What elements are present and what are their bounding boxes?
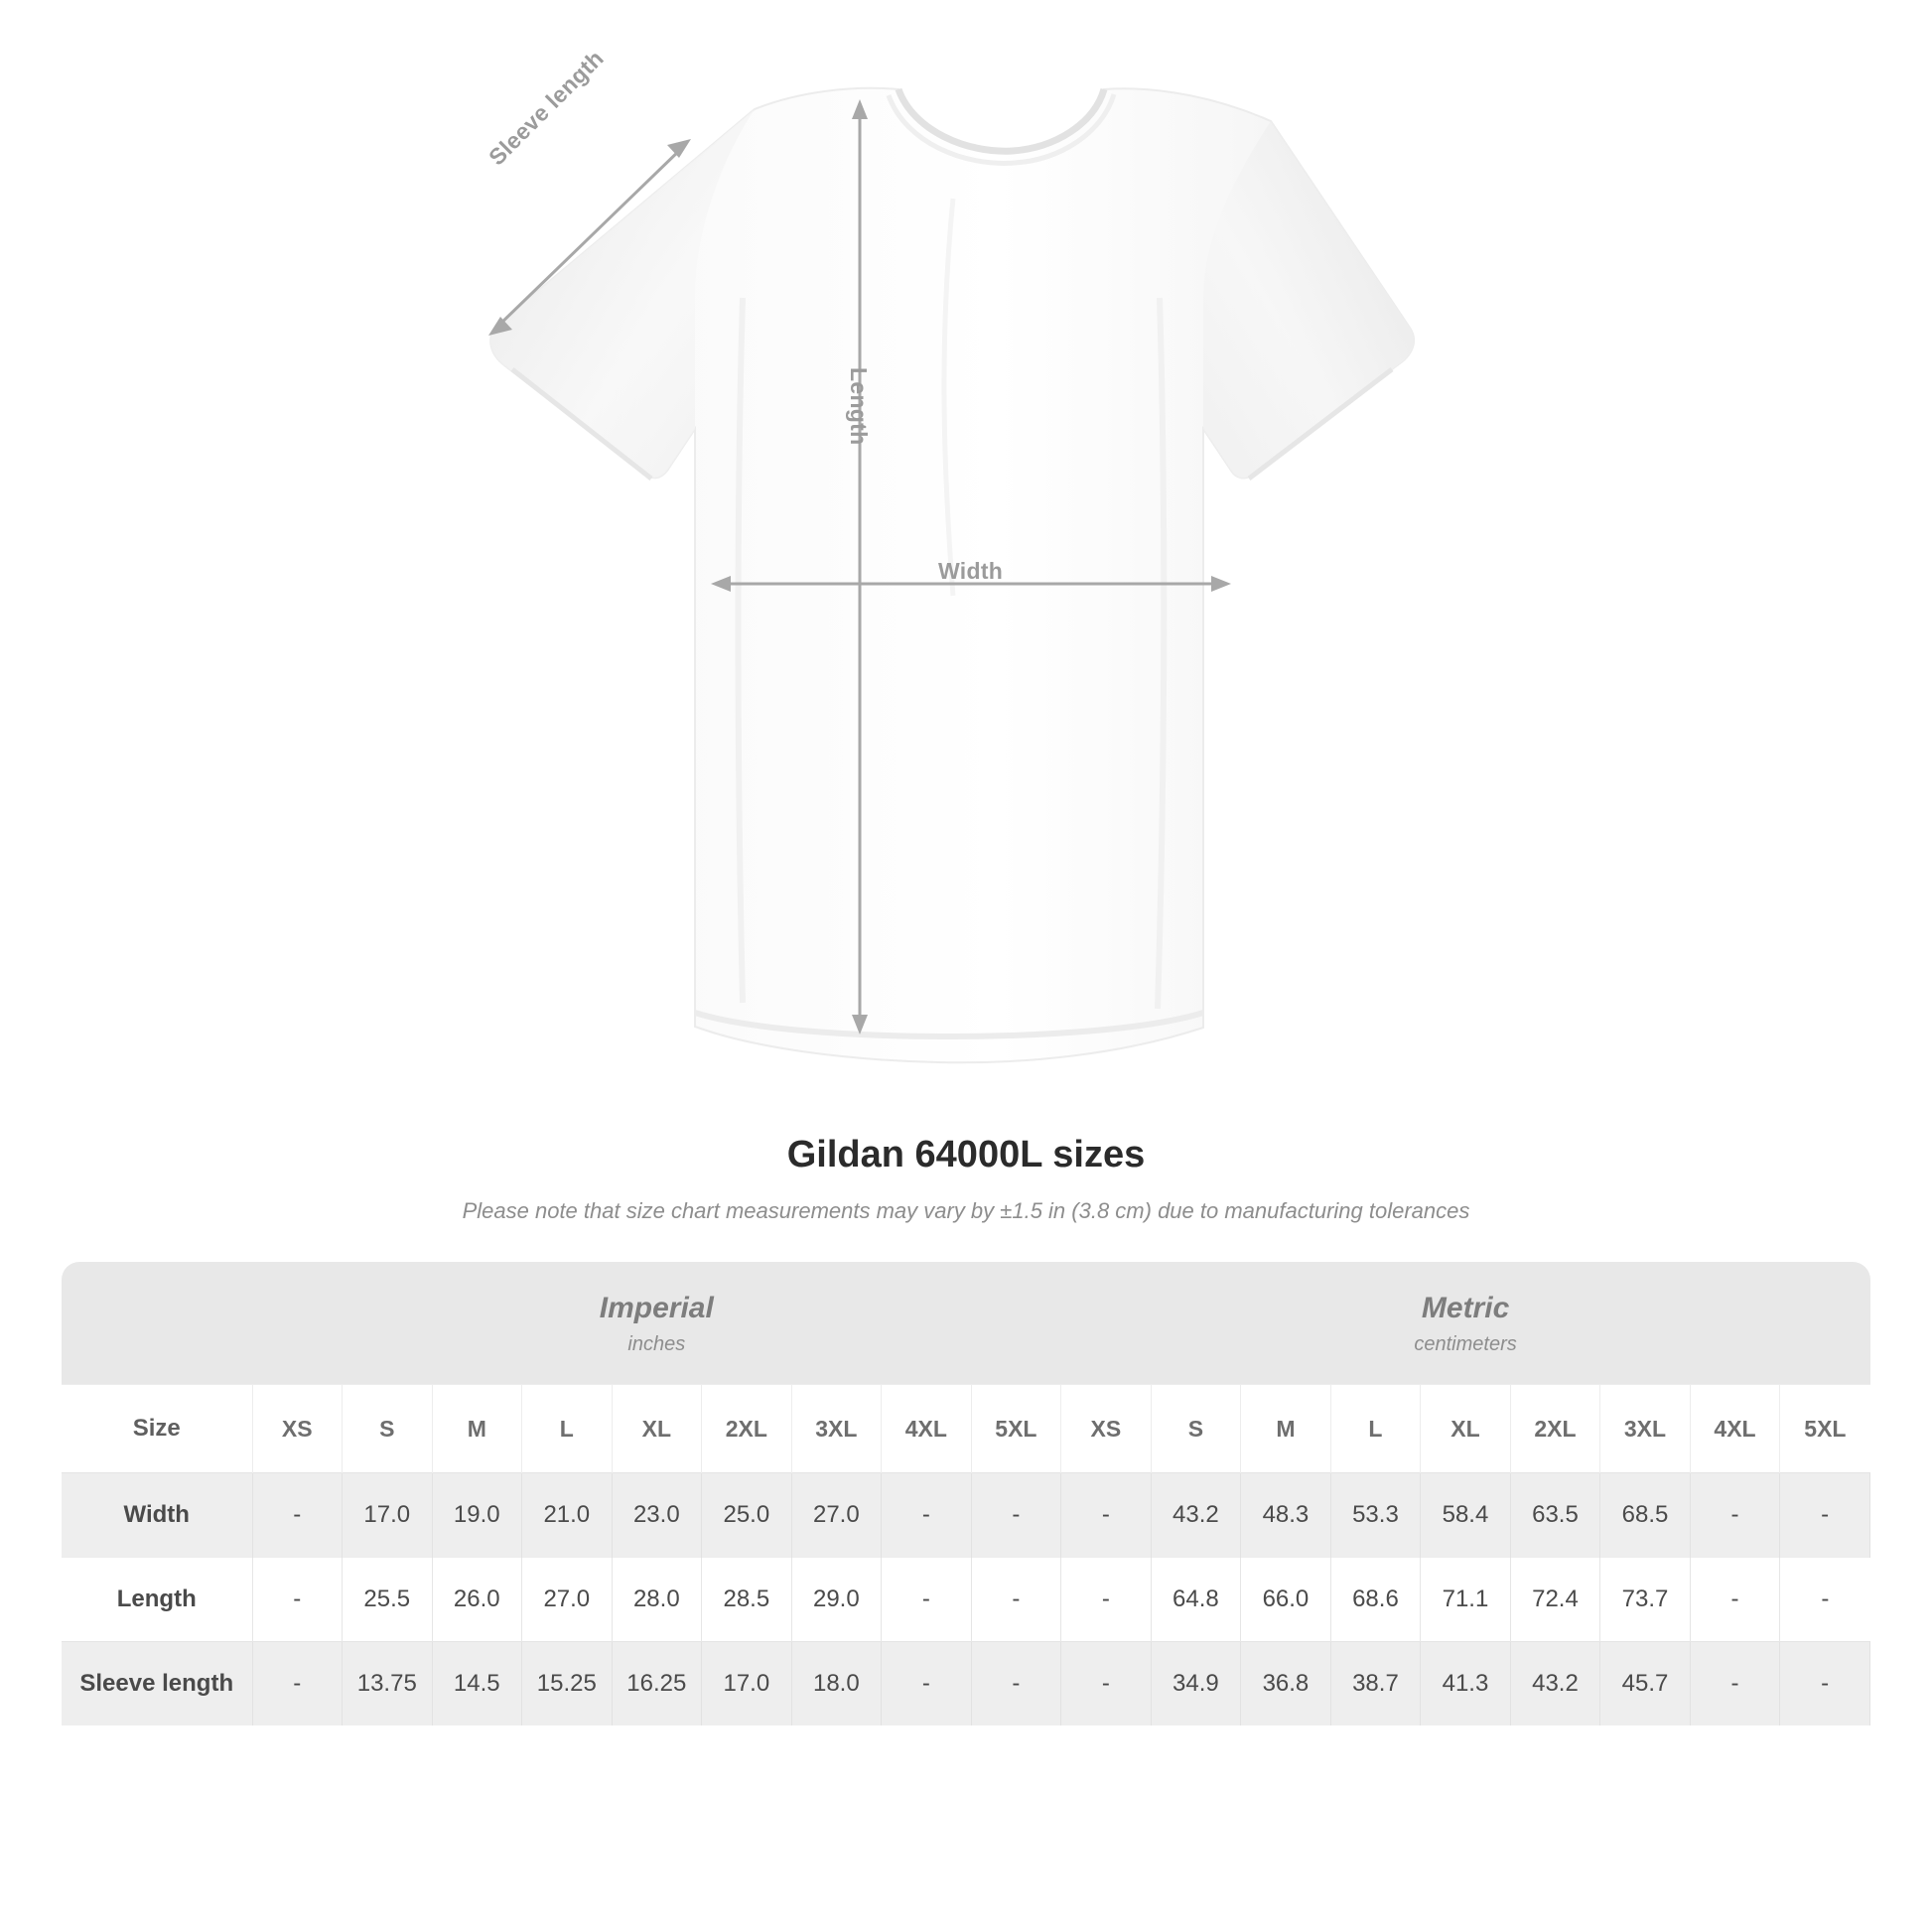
metric-sub: centimeters <box>1414 1333 1517 1355</box>
unit-header-spacer <box>62 1262 252 1385</box>
cell-width-imperial-l: 21.0 <box>522 1473 613 1558</box>
cell-sleeve-length-metric-xl: 41.3 <box>1421 1642 1511 1726</box>
cell-length-imperial-l: 27.0 <box>522 1558 613 1642</box>
column-header-metric-xs: XS <box>1061 1385 1152 1473</box>
cell-sleeve-length-metric-xs: - <box>1061 1642 1152 1726</box>
cell-width-metric-m: 48.3 <box>1241 1473 1331 1558</box>
cell-width-imperial-4xl: - <box>882 1473 972 1558</box>
cell-length-metric-xl: 71.1 <box>1421 1558 1511 1642</box>
length-label: Length <box>846 367 872 446</box>
cell-sleeve-length-imperial-3xl: 18.0 <box>791 1642 882 1726</box>
cell-width-imperial-5xl: - <box>971 1473 1061 1558</box>
cell-length-imperial-xl: 28.0 <box>612 1558 702 1642</box>
cell-length-metric-2xl: 72.4 <box>1510 1558 1600 1642</box>
sleeve-length-label: Sleeve length <box>483 45 609 171</box>
cell-width-imperial-3xl: 27.0 <box>791 1473 882 1558</box>
cell-length-imperial-xs: - <box>252 1558 343 1642</box>
cell-length-metric-xs: - <box>1061 1558 1152 1642</box>
cell-length-metric-l: 68.6 <box>1330 1558 1421 1642</box>
cell-width-metric-5xl: - <box>1780 1473 1870 1558</box>
column-header-imperial-m: M <box>432 1385 522 1473</box>
column-header-metric-4xl: 4XL <box>1690 1385 1780 1473</box>
cell-sleeve-length-metric-l: 38.7 <box>1330 1642 1421 1726</box>
cell-width-metric-l: 53.3 <box>1330 1473 1421 1558</box>
imperial-name: Imperial <box>599 1292 714 1324</box>
row-label-sleeve-length: Sleeve length <box>62 1642 252 1726</box>
cell-sleeve-length-imperial-5xl: - <box>971 1642 1061 1726</box>
cell-width-imperial-m: 19.0 <box>432 1473 522 1558</box>
size-header-label: Size <box>62 1385 252 1473</box>
cell-length-imperial-4xl: - <box>882 1558 972 1642</box>
cell-width-imperial-xl: 23.0 <box>612 1473 702 1558</box>
column-header-metric-l: L <box>1330 1385 1421 1473</box>
column-header-metric-s: S <box>1151 1385 1241 1473</box>
cell-sleeve-length-metric-2xl: 43.2 <box>1510 1642 1600 1726</box>
size-table <box>62 1262 1870 1725</box>
cell-width-metric-4xl: - <box>1690 1473 1780 1558</box>
cell-sleeve-length-metric-5xl: - <box>1780 1642 1870 1726</box>
column-header-imperial-xl: XL <box>612 1385 702 1473</box>
unit-header-row <box>62 1262 1870 1385</box>
cell-sleeve-length-imperial-xl: 16.25 <box>612 1642 702 1726</box>
cell-sleeve-length-imperial-4xl: - <box>882 1642 972 1726</box>
table-row <box>62 1642 1870 1726</box>
table-row <box>62 1473 1870 1558</box>
table-row <box>62 1558 1870 1642</box>
column-header-metric-2xl: 2XL <box>1510 1385 1600 1473</box>
cell-length-imperial-2xl: 28.5 <box>702 1558 792 1642</box>
column-header-imperial-s: S <box>343 1385 433 1473</box>
cell-width-metric-xl: 58.4 <box>1421 1473 1511 1558</box>
cell-length-imperial-s: 25.5 <box>343 1558 433 1642</box>
cell-length-metric-3xl: 73.7 <box>1600 1558 1691 1642</box>
column-header-imperial-xs: XS <box>252 1385 343 1473</box>
cell-sleeve-length-imperial-m: 14.5 <box>432 1642 522 1726</box>
imperial-sub: inches <box>627 1333 686 1355</box>
column-header-metric-3xl: 3XL <box>1600 1385 1691 1473</box>
size-table-container <box>62 1262 1870 1725</box>
cell-sleeve-length-imperial-2xl: 17.0 <box>702 1642 792 1726</box>
imperial-unit-header <box>252 1262 1061 1385</box>
column-header-imperial-3xl: 3XL <box>791 1385 882 1473</box>
column-header-imperial-l: L <box>522 1385 613 1473</box>
cell-sleeve-length-metric-4xl: - <box>1690 1642 1780 1726</box>
title-block <box>0 1134 1932 1224</box>
cell-length-imperial-3xl: 29.0 <box>791 1558 882 1642</box>
page-title: Gildan 64000L sizes <box>786 1134 1146 1175</box>
column-header-row <box>62 1385 1870 1473</box>
cell-width-metric-3xl: 68.5 <box>1600 1473 1691 1558</box>
cell-length-metric-5xl: - <box>1780 1558 1870 1642</box>
cell-width-imperial-2xl: 25.0 <box>702 1473 792 1558</box>
column-header-imperial-2xl: 2XL <box>702 1385 792 1473</box>
cell-width-metric-2xl: 63.5 <box>1510 1473 1600 1558</box>
cell-sleeve-length-metric-m: 36.8 <box>1241 1642 1331 1726</box>
row-label-length: Length <box>62 1558 252 1642</box>
cell-length-metric-s: 64.8 <box>1151 1558 1241 1642</box>
cell-length-imperial-m: 26.0 <box>432 1558 522 1642</box>
cell-length-imperial-5xl: - <box>971 1558 1061 1642</box>
column-header-metric-m: M <box>1241 1385 1331 1473</box>
column-header-imperial-4xl: 4XL <box>882 1385 972 1473</box>
width-label: Width <box>938 558 1004 584</box>
cell-sleeve-length-metric-3xl: 45.7 <box>1600 1642 1691 1726</box>
cell-width-metric-s: 43.2 <box>1151 1473 1241 1558</box>
column-header-metric-xl: XL <box>1421 1385 1511 1473</box>
row-label-width: Width <box>62 1473 252 1558</box>
cell-length-metric-4xl: - <box>1690 1558 1780 1642</box>
cell-width-imperial-xs: - <box>252 1473 343 1558</box>
cell-length-metric-m: 66.0 <box>1241 1558 1331 1642</box>
metric-name: Metric <box>1421 1292 1510 1324</box>
column-header-metric-5xl: 5XL <box>1780 1385 1870 1473</box>
cell-sleeve-length-imperial-l: 15.25 <box>522 1642 613 1726</box>
cell-width-metric-xs: - <box>1061 1473 1152 1558</box>
tolerance-note: Please note that size chart measurements may vary by ±1.5 in (3.8 cm) due to manufacturing tolerances <box>462 1198 1470 1223</box>
cell-sleeve-length-metric-s: 34.9 <box>1151 1642 1241 1726</box>
metric-unit-header <box>1061 1262 1870 1385</box>
cell-sleeve-length-imperial-s: 13.75 <box>343 1642 433 1726</box>
cell-sleeve-length-imperial-xs: - <box>252 1642 343 1726</box>
cell-width-imperial-s: 17.0 <box>343 1473 433 1558</box>
column-header-imperial-5xl: 5XL <box>971 1385 1061 1473</box>
